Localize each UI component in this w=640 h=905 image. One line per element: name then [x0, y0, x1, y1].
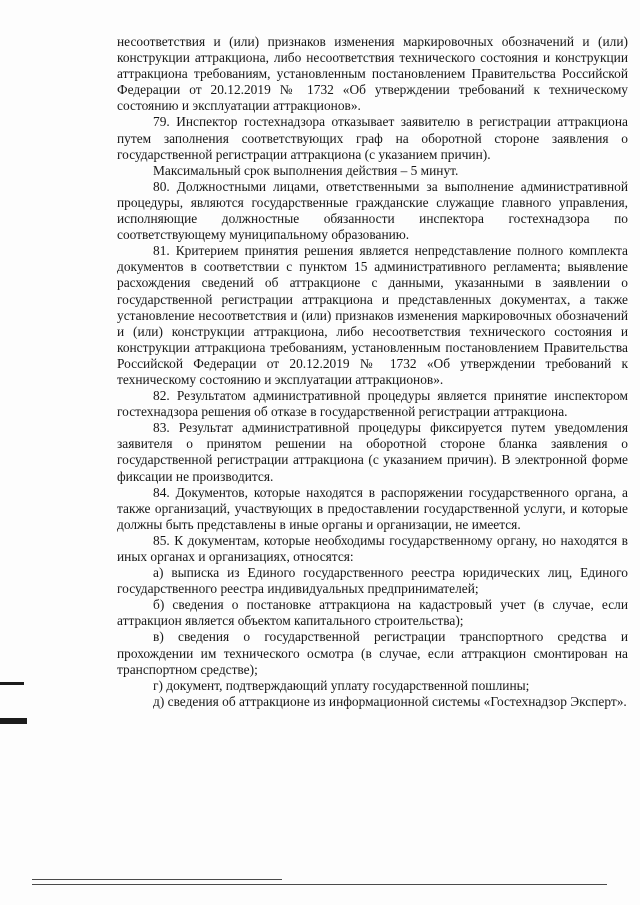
paragraph-79: 79. Инспектор гостехнадзора отказывает заявителю в регистрации аттракциона путем заполнения соответствующих граф на оборотной стороне заявления о государственной регистрации аттракциона (с указанием причин).: [117, 114, 628, 162]
list-item-b: б) сведения о постановке аттракциона на кадастровый учет (в случае, если аттракцион является объектом капитального строительства);: [117, 597, 628, 629]
scan-edge-mark-top: [0, 682, 24, 685]
paragraph-continuation: несоответствия и (или) признаков изменения маркировочных обозначений и (или) конструкции аттракциона, либо несоответствия технического состояния и конструкции аттракциона требованиям, установленным постановлением Правительства Российской Федерации от 20.12.2019 № 1732 «Об утверждении требований к техническому состоянию и эксплуатации аттракционов».: [117, 34, 628, 114]
bottom-scan-line-1: [32, 879, 282, 880]
paragraph-83: 83. Результат административной процедуры фиксируется путем уведомления заявителя о принятом решении на оборотной стороне бланка заявления о государственной регистрации аттракциона (с указанием причин). В электронной форме фиксации не производится.: [117, 420, 628, 484]
paragraph-max-time: Максимальный срок выполнения действия – 5 минут.: [153, 162, 459, 178]
paragraph-80: 80. Должностными лицами, ответственными за выполнение административной процедуры, являются государственные гражданские служащие главного управления, исполняющие должностные обязанности инспектора гостехнадзора по соответствующему муниципальному образованию.: [117, 178, 628, 243]
scan-edge-mark-bottom: [0, 718, 27, 724]
list-item-a: а) выписка из Единого государственного реестра юридических лиц, Единого государственного реестра индивидуальных предпринимателей;: [117, 565, 628, 597]
list-item-d: д) сведения об аттракционе из информационной системы «Гостехнадзор Эксперт».: [153, 693, 627, 709]
list-item-g: г) документ, подтверждающий уплату государственной пошлины;: [153, 677, 530, 693]
paragraph-84: 84. Документов, которые находятся в распоряжении государственного органа, а также организаций, участвующих в предоставлении государственной услуги, и которые должны быть представлены в иные органы и организации, не имеется.: [117, 484, 628, 532]
bottom-scan-line-2: [32, 884, 607, 885]
list-item-v: в) сведения о государственной регистрации транспортного средства и прохождении им технического осмотра (в случае, если аттракцион смонтирован на транспортном средстве);: [117, 629, 628, 677]
paragraph-85: 85. К документам, которые необходимы государственному органу, но находятся в иных органах и организациях, относятся:: [117, 532, 628, 564]
document-body: [117, 34, 628, 710]
paragraph-82: 82. Результатом административной процедуры является принятие инспектором гостехнадзора решения об отказе в государственной регистрации аттракциона.: [117, 388, 628, 420]
paragraph-81: 81. Критерием принятия решения является непредставление полного комплекта документов в соответствии с пунктом 15 административного регламента; выявление расхождения сведений об аттракционе с данными, указанными в заявлении о государственной регистрации аттракциона и представленных документах, а также установление несоответствия и (или) признаков изменения маркировочных обозначений и (или) конструкции аттракциона, либо несоответствия технического состояния и конструкции аттракциона требованиям, установленным постановлением Правительства Российской Федерации от 20.12.2019 № 1732 «Об утверждении требований к техническому состоянию и эксплуатации аттракционов».: [117, 243, 628, 387]
